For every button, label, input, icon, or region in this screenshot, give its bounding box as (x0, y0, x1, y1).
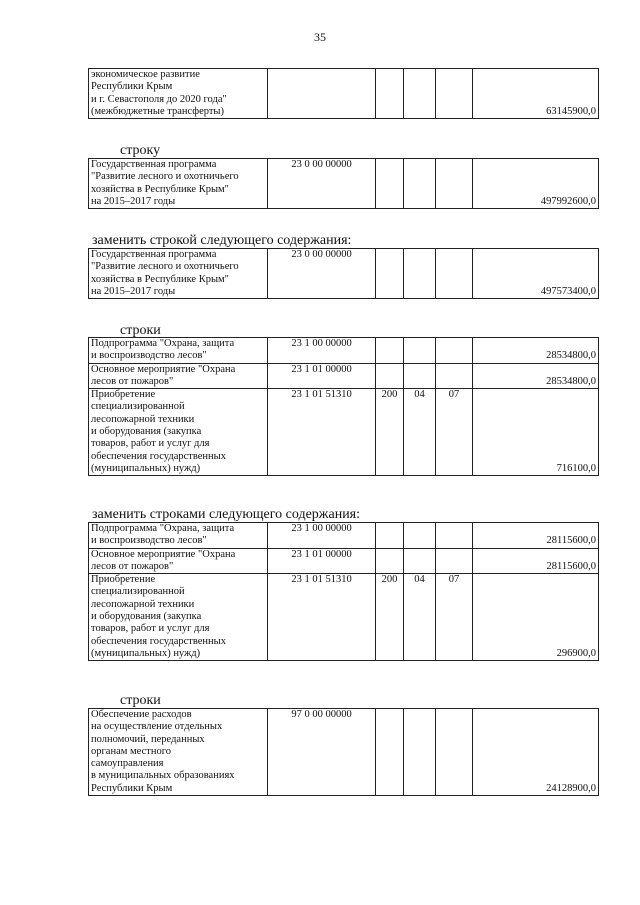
row-name: Основное мероприятие "Охрана лесов от пожаров" (89, 363, 268, 389)
row-amount: 24128900,0 (473, 709, 599, 796)
table-row (89, 389, 599, 476)
row-vr (376, 159, 404, 209)
row-pr (436, 548, 473, 574)
budget-table-4 (88, 522, 599, 661)
row-code: 23 1 00 00000 (268, 338, 376, 364)
table-row (89, 159, 599, 209)
row-name: экономическое развитие Республики Крым и г. Севастополя до 2020 года" (межбюджетные трансферты) (89, 69, 268, 119)
row-vr (376, 548, 404, 574)
row-code: 23 0 00 00000 (268, 249, 376, 299)
budget-table-5 (88, 708, 599, 796)
row-pr (436, 69, 473, 119)
row-rz (404, 338, 436, 364)
section-label: строки (120, 693, 161, 708)
row-amount: 28115600,0 (473, 523, 599, 549)
row-rz (404, 548, 436, 574)
row-pr (436, 709, 473, 796)
table-row (89, 69, 599, 119)
row-amount: 28115600,0 (473, 548, 599, 574)
row-name: Обеспечение расходов на осуществление отдельных полномочий, переданных органам местного самоуправления в муниципальных образованиях Республики Крым (89, 709, 268, 796)
budget-table-3 (88, 337, 599, 476)
row-name: Основное мероприятие "Охрана лесов от пожаров" (89, 548, 268, 574)
row-vr (376, 338, 404, 364)
row-pr (436, 159, 473, 209)
row-code: 23 1 00 00000 (268, 523, 376, 549)
row-rz: 04 (404, 389, 436, 476)
row-rz (404, 249, 436, 299)
row-code: 23 1 01 00000 (268, 548, 376, 574)
row-vr (376, 363, 404, 389)
row-code: 23 0 00 00000 (268, 159, 376, 209)
row-pr (436, 363, 473, 389)
row-amount: 63145900,0 (473, 69, 599, 119)
row-vr (376, 523, 404, 549)
row-amount: 497573400,0 (473, 249, 599, 299)
row-name: Подпрограмма "Охрана, защита и воспроизводство лесов" (89, 523, 268, 549)
row-code: 23 1 01 00000 (268, 363, 376, 389)
section-label: строку (120, 143, 161, 158)
row-vr (376, 709, 404, 796)
budget-table-0 (88, 68, 599, 119)
row-amount: 28534800,0 (473, 338, 599, 364)
row-vr: 200 (376, 574, 404, 661)
row-name: Приобретение специализированной лесопожарной техники и оборудования (закупка товаров, работ и услуг для обеспечения государственных (муниципальных) нужд) (89, 389, 268, 476)
table-row (89, 574, 599, 661)
row-pr: 07 (436, 389, 473, 476)
table-row (89, 249, 599, 299)
table-row (89, 523, 599, 549)
row-rz (404, 709, 436, 796)
row-rz (404, 523, 436, 549)
row-vr (376, 69, 404, 119)
table-row (89, 548, 599, 574)
table-row (89, 338, 599, 364)
row-rz (404, 363, 436, 389)
row-pr (436, 249, 473, 299)
row-amount: 716100,0 (473, 389, 599, 476)
budget-table-1 (88, 158, 599, 209)
row-pr: 07 (436, 574, 473, 661)
page-number: 35 (314, 30, 326, 44)
row-pr (436, 338, 473, 364)
row-code (268, 69, 376, 119)
section-label: заменить строками следующего содержания: (92, 507, 361, 522)
row-rz: 04 (404, 574, 436, 661)
row-code: 23 1 01 51310 (268, 574, 376, 661)
row-rz (404, 159, 436, 209)
row-name: Государственная программа "Развитие лесного и охотничьего хозяйства в Республике Крым" на 2015–2017 годы (89, 249, 268, 299)
row-vr (376, 249, 404, 299)
row-amount: 497992600,0 (473, 159, 599, 209)
row-name: Подпрограмма "Охрана, защита и воспроизводство лесов" (89, 338, 268, 364)
row-code: 23 1 01 51310 (268, 389, 376, 476)
row-pr (436, 523, 473, 549)
budget-table-2 (88, 248, 599, 299)
table-row (89, 709, 599, 796)
table-row (89, 363, 599, 389)
row-vr: 200 (376, 389, 404, 476)
row-name: Приобретение специализированной лесопожарной техники и оборудования (закупка товаров, работ и услуг для обеспечения государственных (муниципальных) нужд) (89, 574, 268, 661)
row-code: 97 0 00 00000 (268, 709, 376, 796)
row-rz (404, 69, 436, 119)
row-amount: 296900,0 (473, 574, 599, 661)
section-label: заменить строкой следующего содержания: (92, 233, 352, 248)
row-name: Государственная программа "Развитие лесного и охотничьего хозяйства в Республике Крым" на 2015–2017 годы (89, 159, 268, 209)
row-amount: 28534800,0 (473, 363, 599, 389)
section-label: строки (120, 323, 161, 338)
